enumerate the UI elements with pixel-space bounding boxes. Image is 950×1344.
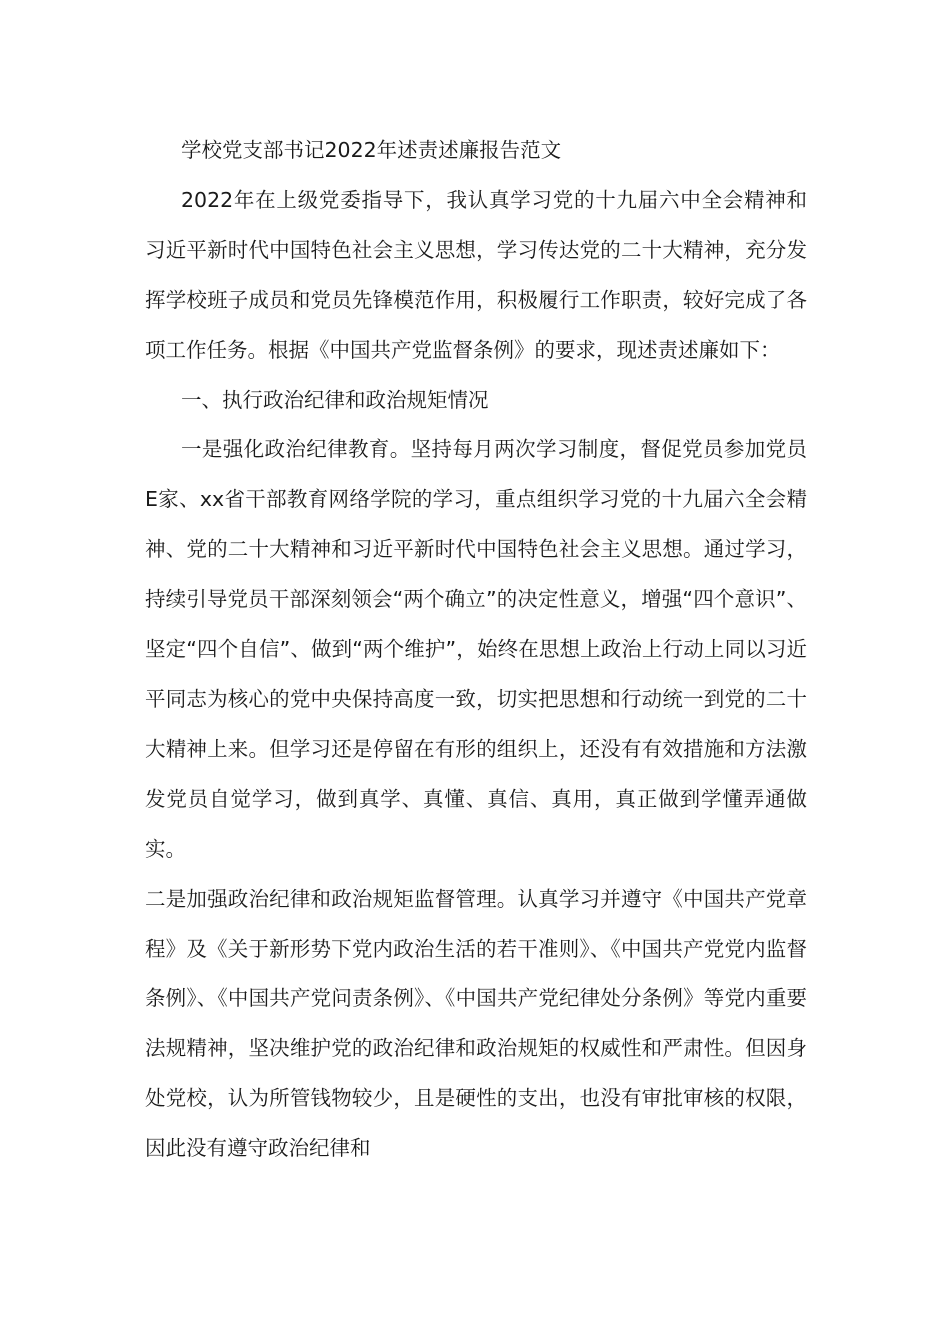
- section-heading: 一、执行政治纪律和政治规矩情况: [181, 387, 489, 412]
- document-title: 学校党支部书记2022年述责述廉报告范文: [181, 138, 562, 162]
- document-body: [145, 126, 807, 1174]
- body-paragraph: 一是强化政治纪律教育。坚持每月两次学习制度，督促党员参加党员E家、xx省干部教育网络学院的学习，重点组织学习党的十九届六全会精神、党的二十大精神和习近平新时代中国特色社会主义思想。通过学习，持续引导党员干部深刻领会“两个确立”的决定性意义，增强“四个意识”、坚定“四个自信”、做到“两个维护”，始终在思想上政治上行动上同以习近平同志为核心的党中央保持高度一致，切实把思想和行动统一到党的二十大精神上来。但学习还是停留在有形的组织上，还没有有效措施和方法激发党员自觉学习，做到真学、真懂、真信、真用，真正做到学懂弄通做实。: [145, 437, 807, 861]
- intro-paragraph: 2022年在上级党委指导下，我认真学习党的十九届六中全会精神和习近平新时代中国特色社会主义思想，学习传达党的二十大精神，充分发挥学校班子成员和党员先锋模范作用，积极履行工作职责，较好完成了各项工作任务。根据《中国共产党监督条例》的要求，现述责述廉如下：: [145, 187, 807, 362]
- body-paragraph: 二是加强政治纪律和政治规矩监督管理。认真学习并遵守《中国共产党章程》及《关于新形势下党内政治生活的若干准则》、《中国共产党党内监督条例》、《中国共产党问责条例》、《中国共产党纪律处分条例》等党内重要法规精神，坚决维护党的政治纪律和政治规矩的权威性和严肃性。但因身处党校，认为所管钱物较少，且是硬性的支出，也没有审批审核的权限，因此没有遵守政治纪律和: [145, 886, 807, 1161]
